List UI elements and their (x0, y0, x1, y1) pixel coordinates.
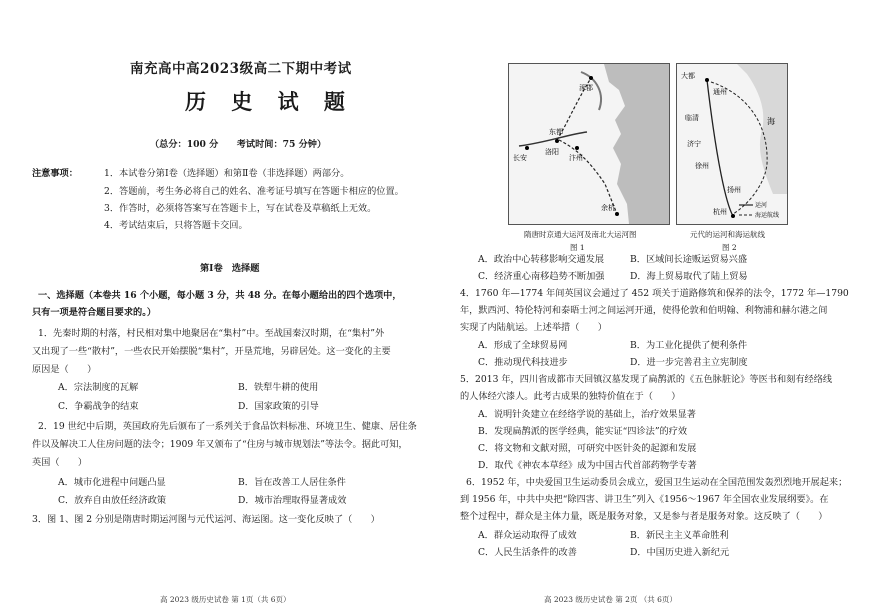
exam-page-2 (440, 0, 870, 614)
map-label: 徐州 (695, 162, 709, 170)
q2-option[interactable]: C．放弃自由放任经济政策 (58, 495, 167, 506)
q3-option[interactable]: A．政治中心转移影响交通发展 (478, 254, 605, 265)
map-label: 杭州 (713, 208, 727, 216)
q6-stem: 6．1952 年，中央爱国卫生运动委员会成立，爱国卫生运动在全国范围发轰烈烈地开展起来； (466, 477, 848, 488)
subject-heading: 历 史 试 题 (185, 89, 354, 114)
figure-1-label: 图 1 (570, 243, 585, 252)
section-title: 第Ⅰ卷 选择题 (200, 263, 260, 274)
q1-stem: 原因是（ ） (32, 364, 97, 375)
city-dot (589, 76, 593, 80)
q6-option[interactable]: B．新民主主义革命胜利 (630, 530, 729, 541)
instructions-line: 只有一项是符合题目要求的。） (32, 307, 157, 318)
q5-stem: 的人体经穴漆人。此考古成果的独特价值在于（ ） (460, 391, 681, 402)
note-item: 1．本试卷分第Ⅰ卷（选择题）和第Ⅱ卷（非选择题）两部分。 (104, 168, 350, 179)
q3-option[interactable]: D．海上贸易取代了陆上贸易 (630, 271, 748, 282)
canal-line (559, 140, 617, 214)
page-footer: 高 2023 级历史试卷 第 1页（共 6页） (160, 595, 291, 604)
q5-option[interactable]: C．将文物和文献对照，可研究中医针灸的起源和发展 (478, 443, 697, 454)
map-label: 东都 (549, 128, 563, 136)
note-item: 2．答题前，考生务必将自己的姓名、准考证号填写在答题卡相应的位置。 (104, 186, 404, 197)
city-dot (525, 146, 529, 150)
instructions-line: 一、选择题（本卷共 16 个小题，每小题 3 分，共 48 分。在每小题给出的四个选项中， (38, 290, 402, 301)
q1-stem: 又出现了一些“散村”，一些农民开始摆脱“集村”，开垦荒地，另辟居处。这一变化的主要 (32, 346, 391, 357)
exam-title: 南充高中高2023级高二下期中考试 (130, 61, 352, 77)
q2-option[interactable]: D．城市治理取得显著成效 (238, 495, 347, 506)
notes-label: 注意事项： (32, 168, 78, 179)
map-label: 余杭 (601, 204, 615, 212)
sui-tang-canal-map (509, 64, 669, 224)
map-label: 通州 (713, 88, 727, 96)
q6-stem: 整个过程中，群众是主体力量，既是服务对象，又是参与者是服务对象。这反映了（ ） (460, 511, 828, 522)
q3-option[interactable]: B．区域间长途贩运贸易兴盛 (630, 254, 748, 265)
q6-option[interactable]: A．群众运动取得了成效 (478, 530, 577, 541)
q5-option[interactable]: B．发现扁鹊派的医学经典，能实证“四诊法”的疗效 (478, 426, 688, 437)
q4-stem: 实现了内陆航运。上述举措（ ） (460, 322, 607, 333)
legend-label: 海运航线 (755, 212, 780, 219)
figure-1-map (508, 63, 670, 225)
q1-option[interactable]: D．国家政策的引导 (238, 401, 319, 412)
yuan-canal-sea-map (677, 64, 787, 224)
map-label: 临清 (685, 114, 699, 122)
score-time-line: （总分：100 分 考试时间：75 分钟） (150, 139, 327, 150)
map-label: 涿郡 (579, 84, 593, 92)
city-dot (615, 212, 619, 216)
q3-stem: 3．图 1、图 2 分别是隋唐时期运河图与元代运河、海运图。这一变化反映了（ ） (32, 514, 380, 525)
q4-option[interactable]: B．为工业化提供了便利条件 (630, 340, 748, 351)
q2-stem: 件以及解决工人住房问题的法令；1909 年又颁布了“住房与城市规划法”等法令。据此可知， (32, 439, 408, 450)
q2-option[interactable]: B．旨在改善工人居住条件 (238, 477, 346, 488)
q4-option[interactable]: A．形成了全球贸易网 (478, 340, 568, 351)
q5-option[interactable]: D．取代《神农本草经》成为中国古代首部药物学专著 (478, 460, 697, 471)
q2-stem: 英国（ ） (32, 457, 88, 468)
q4-option[interactable]: D．进一步完善君主立宪制度 (630, 357, 748, 368)
q6-option[interactable]: C．人民生活条件的改善 (478, 547, 577, 558)
sea-area (604, 64, 669, 224)
page-footer: 高 2023 级历史试卷 第 2页 （共 6页） (544, 595, 677, 604)
city-dot (731, 214, 735, 218)
q1-stem: 1．先秦时期的村落，村民相对集中地聚居在“集村”中。至战国秦汉时期，在“集村”外 (38, 328, 385, 339)
map-label: 扬州 (727, 186, 741, 194)
q5-stem: 5．2013 年，四川省成都市天回镇汉墓发现了扁鹊派的《五色脉脏论》等医书和刻有经络线 (460, 374, 833, 385)
city-dot (555, 139, 559, 143)
map-label: 洛阳 (545, 148, 559, 156)
q2-option[interactable]: A．城市化进程中问题凸显 (58, 477, 166, 488)
map-label: 海 (767, 117, 775, 126)
map-label: 汴州 (569, 154, 583, 162)
note-item: 3．作答时，必须将答案写在答题卡上，写在试卷及草稿纸上无效。 (104, 203, 377, 214)
map-label: 大都 (681, 72, 695, 80)
q4-stem: 年，默西河、特伦特河和泰晤士河之间运河开通，使得伦敦和伯明翰、利物浦和赫尔港之间 (460, 305, 828, 316)
legend-label: 运河 (755, 202, 768, 209)
q1-option[interactable]: A．宗法制度的瓦解 (58, 382, 139, 393)
q1-option[interactable]: B．铁犁牛耕的使用 (238, 382, 319, 393)
q1-option[interactable]: C．争霸战争的结束 (58, 401, 139, 412)
figure-2-map (676, 63, 788, 225)
q6-stem: 到 1956 年，中共中央把“除四害、讲卫生”列入《1956～1967 年全国农业发展纲要》。在 (460, 494, 829, 505)
q3-option[interactable]: C．经济重心南移趋势不断加强 (478, 271, 605, 282)
q4-option[interactable]: C．推动现代科技进步 (478, 357, 568, 368)
canal-line (707, 80, 733, 216)
city-dot (575, 146, 579, 150)
figure-2-label: 图 2 (722, 243, 737, 252)
q4-stem: 4．1760 年—1774 年间英国议会通过了 452 项关于道路修筑和保养的法令，1772 年—1790 (460, 288, 849, 299)
figure-1-caption: 隋唐时京通大运河及南北大运河图 (524, 230, 637, 239)
note-item: 4．考试结束后，只将答题卡交回。 (104, 220, 248, 231)
sea-route-line (711, 82, 767, 214)
map-label: 济宁 (687, 140, 701, 148)
figure-2-caption: 元代的运河和海运航线 (690, 230, 765, 239)
q2-stem: 2．19 世纪中后期，英国政府先后颁布了一系列关于食品饮料标准、环境卫生、健康、居住条 (38, 421, 417, 432)
q5-option[interactable]: A．说明针灸建立在经络学说的基础上，治疗效果显著 (478, 409, 696, 420)
q6-option[interactable]: D．中国历史进入新纪元 (630, 547, 730, 558)
map-label: 长安 (513, 154, 527, 162)
city-dot (705, 78, 709, 82)
